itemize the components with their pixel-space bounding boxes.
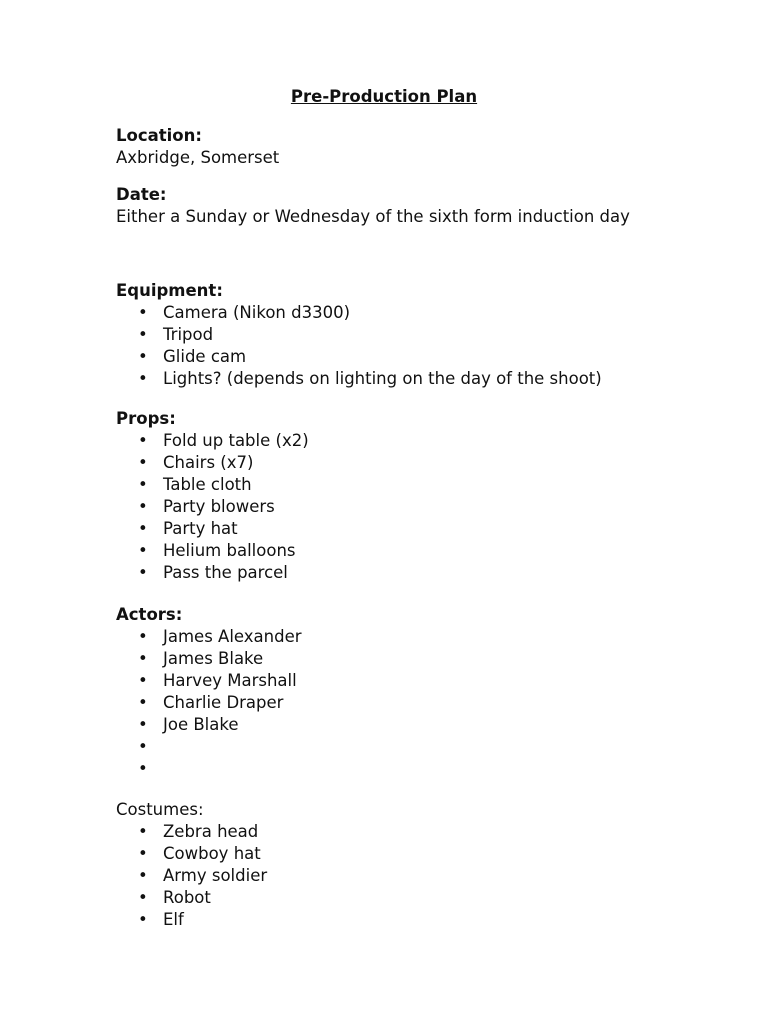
bullet-icon: • bbox=[138, 910, 148, 929]
list-item bbox=[116, 368, 676, 390]
bullet-icon: • bbox=[138, 759, 148, 778]
bullet-icon: • bbox=[138, 303, 148, 322]
equipment-list bbox=[116, 302, 676, 390]
bullet-icon: • bbox=[138, 453, 148, 472]
list-item-text: Chairs (x7) bbox=[163, 453, 254, 472]
list-item-text: Pass the parcel bbox=[163, 563, 288, 582]
list-item bbox=[116, 474, 676, 496]
list-item bbox=[116, 865, 676, 887]
bullet-icon: • bbox=[138, 693, 148, 712]
bullet-icon: • bbox=[138, 497, 148, 516]
bullet-icon: • bbox=[138, 627, 148, 646]
list-item-text: Tripod bbox=[163, 325, 214, 344]
list-item bbox=[116, 626, 676, 648]
costumes-list bbox=[116, 821, 676, 931]
bullet-icon: • bbox=[138, 844, 148, 863]
location-section bbox=[116, 125, 676, 169]
location-heading: Location: bbox=[116, 126, 202, 145]
document-title: Pre-Production Plan bbox=[290, 87, 478, 106]
list-item-text: Glide cam bbox=[163, 347, 247, 366]
list-item-text: Party hat bbox=[163, 519, 238, 538]
list-item bbox=[116, 302, 676, 324]
list-item bbox=[116, 714, 676, 736]
bullet-icon: • bbox=[138, 737, 148, 756]
date-value: Either a Sunday or Wednesday of the sixth form induction day bbox=[116, 207, 630, 226]
list-item bbox=[116, 692, 676, 714]
list-item-text: Cowboy hat bbox=[163, 844, 261, 863]
props-section bbox=[116, 408, 676, 584]
bullet-icon: • bbox=[138, 519, 148, 538]
list-item-text: Joe Blake bbox=[163, 715, 239, 734]
list-item bbox=[116, 452, 676, 474]
list-item bbox=[116, 324, 676, 346]
list-item bbox=[116, 909, 676, 931]
list-item-text: Party blowers bbox=[163, 497, 275, 516]
list-item-text: Helium balloons bbox=[163, 541, 296, 560]
costumes-section bbox=[116, 799, 676, 931]
list-item bbox=[116, 670, 676, 692]
props-list bbox=[116, 430, 676, 584]
list-item bbox=[116, 562, 676, 584]
list-item-text: Charlie Draper bbox=[163, 693, 284, 712]
list-item-text: Table cloth bbox=[163, 475, 252, 494]
list-item bbox=[116, 843, 676, 865]
list-item-text: Harvey Marshall bbox=[163, 671, 297, 690]
date-section bbox=[116, 184, 676, 228]
bullet-icon: • bbox=[138, 347, 148, 366]
bullet-icon: • bbox=[138, 671, 148, 690]
list-item bbox=[116, 346, 676, 368]
bullet-icon: • bbox=[138, 888, 148, 907]
bullet-icon: • bbox=[138, 715, 148, 734]
bullet-icon: • bbox=[138, 563, 148, 582]
list-item bbox=[116, 518, 676, 540]
date-heading: Date: bbox=[116, 185, 167, 204]
bullet-icon: • bbox=[138, 866, 148, 885]
actors-list bbox=[116, 626, 676, 780]
bullet-icon: • bbox=[138, 369, 148, 388]
list-item-text: James Alexander bbox=[163, 627, 302, 646]
bullet-icon: • bbox=[138, 475, 148, 494]
list-item-text: Robot bbox=[163, 888, 211, 907]
list-item bbox=[116, 648, 676, 670]
list-item-text: James Blake bbox=[163, 649, 264, 668]
list-item bbox=[116, 430, 676, 452]
list-item bbox=[116, 496, 676, 518]
list-item-text: Lights? (depends on lighting on the day of the shoot) bbox=[163, 369, 602, 388]
costumes-heading: Costumes: bbox=[116, 800, 204, 819]
list-item bbox=[116, 887, 676, 909]
list-item bbox=[116, 821, 676, 843]
list-item-text: Fold up table (x2) bbox=[163, 431, 309, 450]
bullet-icon: • bbox=[138, 325, 148, 344]
bullet-icon: • bbox=[138, 431, 148, 450]
actors-heading: Actors: bbox=[116, 605, 183, 624]
props-heading: Props: bbox=[116, 409, 176, 428]
list-item bbox=[116, 758, 676, 780]
list-item-text: Zebra head bbox=[163, 822, 259, 841]
list-item-text: Elf bbox=[163, 910, 184, 929]
bullet-icon: • bbox=[138, 541, 148, 560]
actors-section bbox=[116, 604, 676, 780]
bullet-icon: • bbox=[138, 649, 148, 668]
equipment-section bbox=[116, 280, 676, 390]
equipment-heading: Equipment: bbox=[116, 281, 223, 300]
list-item bbox=[116, 540, 676, 562]
bullet-icon: • bbox=[138, 822, 148, 841]
list-item-text: Army soldier bbox=[163, 866, 268, 885]
list-item-text: Camera (Nikon d3300) bbox=[163, 303, 351, 322]
location-value: Axbridge, Somerset bbox=[116, 148, 280, 167]
list-item bbox=[116, 736, 676, 758]
